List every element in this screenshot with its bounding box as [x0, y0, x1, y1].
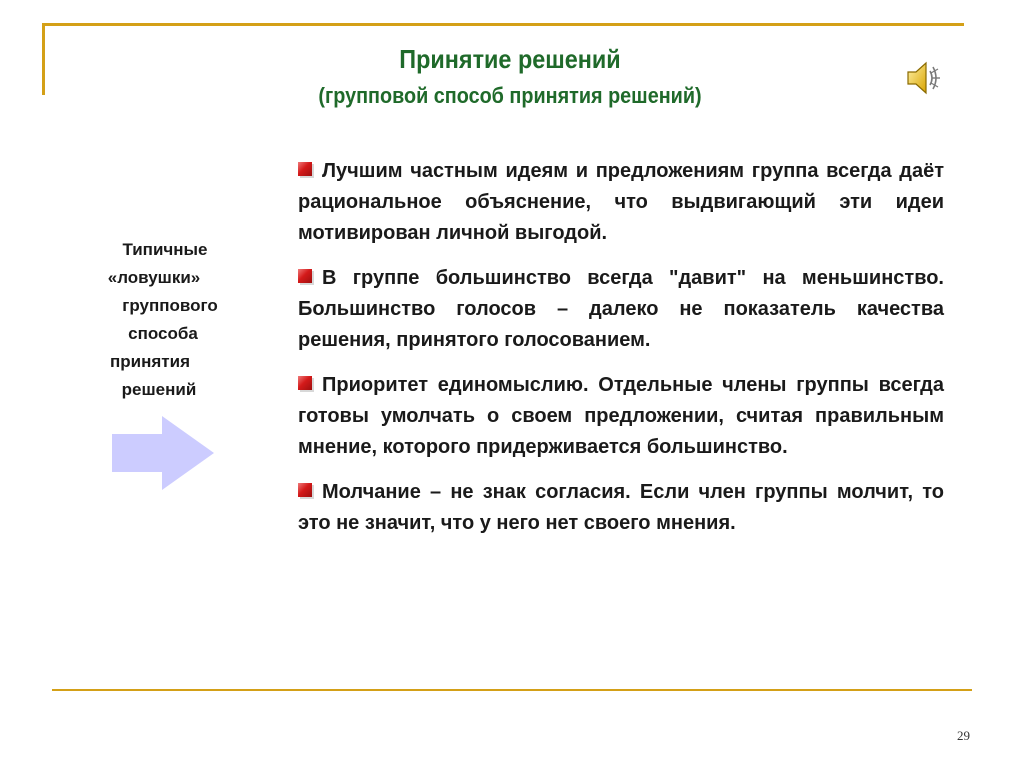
traps-label-line: группового — [122, 296, 218, 315]
square-bullet-icon — [298, 162, 312, 176]
list-item-text: Молчание – не знак согласия. Если член группы молчит, то это не значит, что у него нет своего мнения. — [298, 481, 944, 534]
traps-label — [80, 236, 250, 404]
list-item-text: Приоритет единомыслию. Отдельные члены группы всегда готовы умолчать о своем предложении, считая правильным мнение, которого придерживается большинство. — [298, 374, 944, 458]
frame-bottom-line — [52, 689, 972, 691]
list-item-text: Лучшим частным идеям и предложениям группа всегда даёт рациональное объяснение, что выдвигающий эти идеи мотивирован личной выгодой. — [298, 160, 944, 244]
traps-label-line: решений — [121, 380, 197, 399]
list-item — [298, 370, 944, 463]
frame-left-line — [42, 23, 45, 95]
list-item — [298, 477, 944, 539]
traps-label-line: способа — [128, 324, 198, 343]
traps-label-line: принятия — [110, 352, 190, 371]
list-item — [298, 263, 944, 356]
frame-top-line — [42, 23, 964, 26]
slide-title: Принятие решений — [399, 44, 621, 74]
page-number: 29 — [957, 728, 970, 743]
square-bullet-icon — [298, 376, 312, 390]
list-item-text: В группе большинство всегда "давит" на меньшинство. Большинство голосов – далеко не показатель качества решения, принятого голосованием. — [298, 267, 944, 351]
square-bullet-icon — [298, 483, 312, 497]
slide-subtitle: (групповой способ принятия решений) — [318, 83, 702, 108]
speaker-icon[interactable] — [904, 58, 944, 98]
traps-label-line: Типичные — [122, 240, 208, 259]
square-bullet-icon — [298, 269, 312, 283]
traps-label-line: «ловушки» — [107, 268, 201, 287]
content-list — [298, 156, 944, 553]
right-arrow-icon — [112, 416, 216, 490]
list-item — [298, 156, 944, 249]
